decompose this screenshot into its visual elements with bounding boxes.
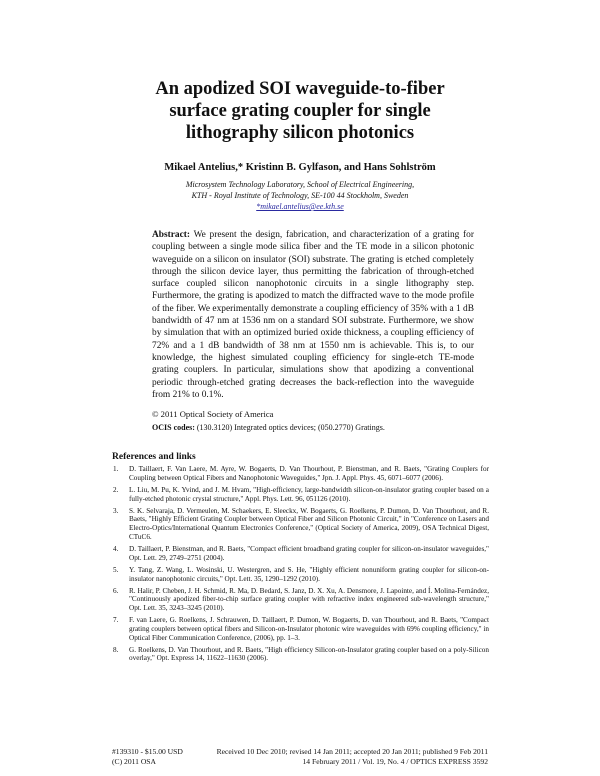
author-email-link[interactable]: *mikael.antelius@ee.kth.se	[256, 202, 344, 211]
reference-number: 2.	[113, 485, 119, 494]
ocis-label: OCIS codes:	[152, 423, 195, 432]
reference-text: D. Taillaert, P. Bienstman, and R. Baets, "Compact efficient broadband grating coupler for silicon-on-insulator waveguides," Opt. Lett. 29, 2749–2751 (2004).	[129, 544, 489, 562]
reference-item	[113, 545, 489, 563]
reference-text: G. Roelkens, D. Van Thourhout, and R. Baets, "High efficiency Silicon-on-Insulator grating coupler based on a poly-Silicon overlay," Opt. Express 14, 11622–11630 (2006).	[129, 645, 489, 663]
reference-item	[113, 566, 489, 584]
affiliation-line: Microsystem Technology Laboratory, School of Electrical Engineering,	[185, 180, 415, 189]
abstract	[152, 229, 474, 401]
reference-number: 8.	[113, 645, 119, 654]
reference-item	[113, 646, 489, 664]
reference-text: F. van Laere, G. Roelkens, J. Schrauwen, D. Taillaert, P. Dumon, W. Bogaerts, D. van Thourhout, and R. Baets, "Compact grating couplers between optical fibers and Silicon-on-Insulator photonic wire waveguides with 69% coupling efficiency," in Optical Fiber Communication Conference, (2006), pp. 1–3.	[129, 616, 489, 642]
footer-row	[112, 757, 488, 767]
reference-item	[113, 465, 489, 483]
reference-number: 5.	[113, 565, 119, 574]
paper-title	[100, 78, 500, 144]
osa-copyright: (C) 2011 OSA	[112, 756, 157, 766]
reference-text: L. Liu, M. Pu, K. Yvind, and J. M. Hvam, "High-efficiency, large-bandwidth silicon-on-insulator grating coupler based on a fully-etched photonic crystal structure," Appl. Phys. Lett. 96, 051126 (2010).	[129, 485, 489, 503]
page-footer	[112, 747, 488, 766]
reference-number: 4.	[113, 544, 119, 553]
journal-citation: 14 February 2011 / Vol. 19, No. 4 / OPTICS EXPRESS 3592	[302, 756, 488, 766]
reference-text: Y. Tang, Z. Wang, L. Wosinski, U. Westergren, and S. He, "Highly efficient nonuniform grating coupler for silicon-on-insulator nanophotonic circuits," Opt. Lett. 35, 1290–1292 (2010).	[129, 565, 489, 583]
affiliation-line: KTH - Royal Institute of Technology, SE-100 44 Stockholm, Sweden	[191, 190, 409, 200]
footer-row	[112, 747, 488, 757]
reference-text: D. Taillaert, F. Van Laere, M. Ayre, W. Bogaerts, D. Van Thourhout, P. Bienstman, and R. Baets, "Grating Couplers for Coupling between Optical Fibers and Nanophotonic Waveguides," Jpn. J. Appl. Phys. 45, 6071–6077 (2006).	[129, 465, 489, 482]
reference-item	[113, 507, 489, 542]
reference-number: 3.	[113, 506, 119, 515]
affiliation	[100, 180, 500, 201]
references-heading: References and links	[112, 452, 196, 462]
reference-text: S. K. Selvaraja, D. Vermeulen, M. Schaekers, E. Sleeckx, W. Bogaerts, G. Roelkens, P. Dumon, D. Van Thourhout, and R. Baets, "Highly Efficient Grating Coupler between Optical Fiber and Silicon Photonic Circuit," in "Conference on Lasers and Electro-Optics/International Quantum Electronics Conference," (Optical Society of America, 2009), OSA Technical Digest, CTuC6.	[129, 506, 489, 541]
reference-item	[113, 616, 489, 642]
reference-item	[113, 587, 489, 613]
reference-item	[113, 486, 489, 504]
abstract-text: We present the design, fabrication, and characterization of a grating for coupling between a single mode silica fiber and the TE mode in a silicon photonic waveguide on a silicon on insulator (SOI) substrate. The grating is etched completely through the silicon device layer, thus permitting the fabrication of through-etched surface coupled silicon nanophotonic circuits in a single lithography step. Furthermore, the grating is apodized to match the diffracted wave to the mode profile of the fiber. We experimentally demonstrate a coupling efficiency of 35% with a 1 dB bandwidth of 47 nm at 1536 nm on a standard SOI substrate. Furthermore, we show by simulation that with an optimized buried oxide thickness, a coupling efficiency of 72% and a 1 dB bandwidth of 38 nm at 1550 nm is achievable. This is, to our knowledge, the highest simulated coupling efficiency for single-etch TE-mode grating couplers. In particular, simulations show that apodizing a conventional periodic through-etched grating decreases the back-reflection into the waveguide from 21% to 0.1%.	[152, 230, 474, 400]
title-line: lithography silicon photonics	[185, 123, 415, 143]
reference-list	[113, 465, 489, 666]
reference-number: 7.	[113, 616, 119, 625]
title-line: surface grating coupler for single	[169, 101, 431, 121]
author-list: Mikael Antelius,* Kristinn B. Gylfason, and Hans Sohlström	[164, 162, 436, 173]
copyright-notice: © 2011 Optical Society of America	[152, 409, 274, 419]
reference-number: 6.	[113, 586, 119, 595]
title-line: An apodized SOI waveguide-to-fiber	[155, 79, 445, 99]
abstract-label: Abstract:	[152, 230, 191, 240]
article-price: #139310 - $15.00 USD	[112, 747, 183, 756]
reference-number: 1.	[113, 465, 119, 473]
ocis-text: (130.3120) Integrated optics devices; (050.2770) Gratings.	[196, 423, 385, 432]
publication-history: Received 10 Dec 2010; revised 14 Jan 2011; accepted 20 Jan 2011; published 9 Feb 2011	[216, 747, 488, 756]
reference-text: R. Halir, P. Cheben, J. H. Schmid, R. Ma, D. Bedard, S. Janz, D. X. Xu, A. Densmore, J. Lapointe, and Í. Molina-Fernández, "Continuously apodized fiber-to-chip surface grating coupler with refractive index engineered sub-wavelength structure," Opt. Lett. 35, 3243–3245 (2010).	[129, 586, 489, 613]
ocis-codes	[152, 423, 474, 432]
